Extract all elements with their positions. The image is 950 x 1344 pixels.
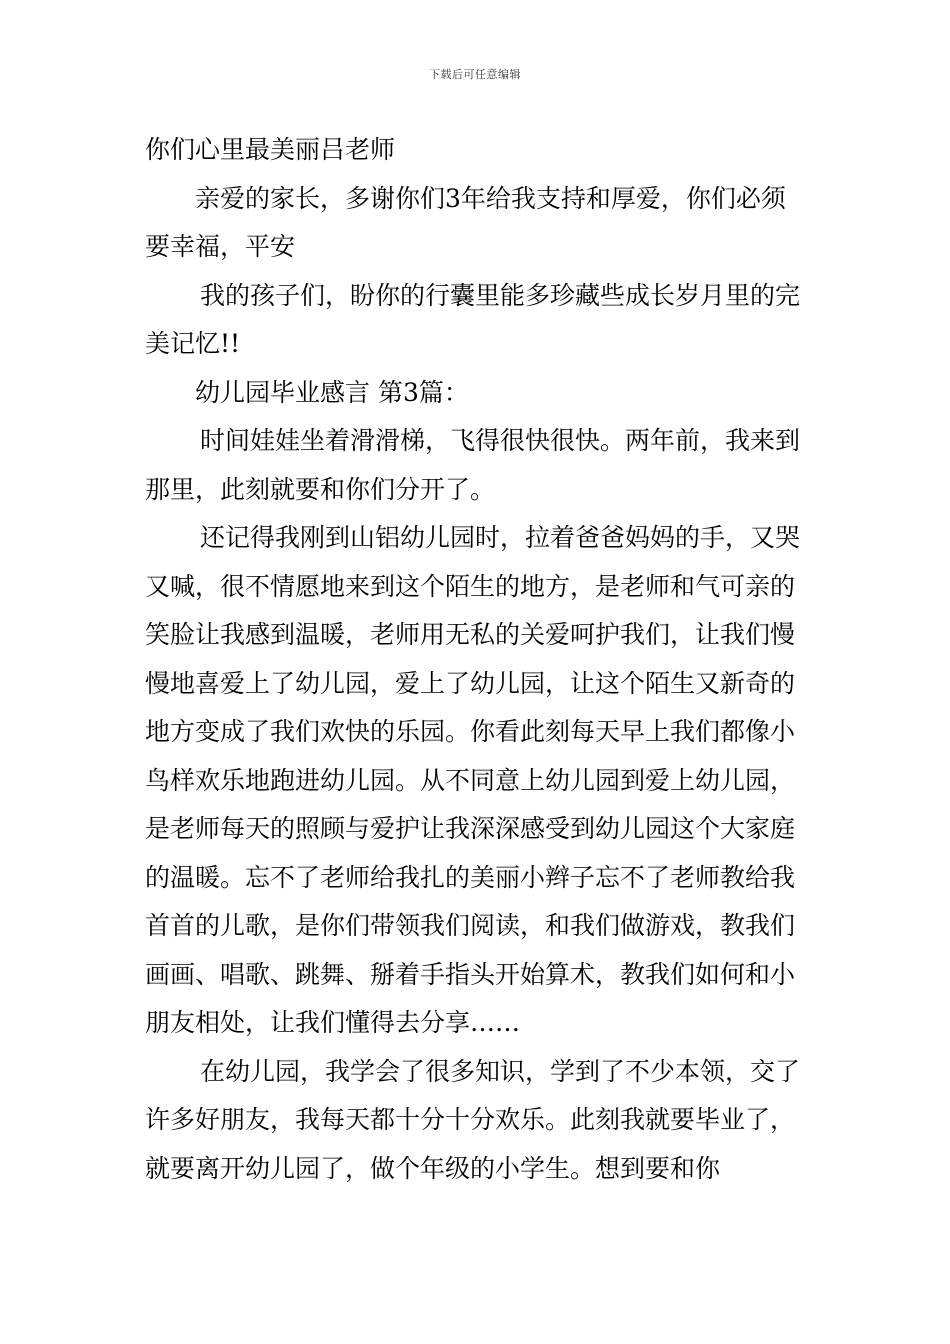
header-note: 下载后可任意编辑: [429, 68, 521, 81]
paragraph-learning: 在幼儿园，我学会了很多知识，学到了不少本领，交了许多好朋友，我每天都十分十分欢乐。此刻我就要毕业了，就要离开幼儿园了，做个年级的小学生。想到要和你: [145, 1056, 801, 1183]
paragraph-time-passes: 时间娃娃坐着滑滑梯，飞得很快很快。两年前，我来到那里，此刻就要和你们分开了。: [145, 426, 801, 504]
paragraph-memories: 还记得我刚到山铝幼儿园时，拉着爸爸妈妈的手，又哭又喊，很不情愿地来到这个陌生的地方，是老师和气可亲的笑脸让我感到温暖，老师用无私的关爱呵护我们，让我们慢慢地喜爱上了幼儿园，爱上了幼儿园，让这个陌生又新奇的地方变成了我们欢快的乐园。你看此刻每天早上我们都像小鸟样欢乐地跑进幼儿园。从不同意上幼儿园到爱上幼儿园，是老师每天的照顾与爱护让我深深感受到幼儿园这个大家庭的温暖。忘不了老师给我扎的美丽小辫子忘不了老师教给我首首的儿歌，是你们带领我们阅读，和我们做游戏，教我们画画、唱歌、跳舞、掰着手指头开始算术，教我们如何和小朋友相处，让我们懂得去分享……: [145, 523, 801, 1037]
section-heading: 幼儿园毕业感言 第3篇：: [195, 377, 469, 407]
paragraph-parents-thanks: 亲爱的家长，多谢你们3年给我支持和厚爱，你们必须要幸福，平安: [145, 183, 786, 261]
document-body: [145, 126, 810, 1193]
paragraph-children-wish: 我的孩子们，盼你的行囊里能多珍藏些成长岁月里的完美记忆!!: [145, 280, 801, 358]
paragraph-closing-line: 你们心里最美丽吕老师: [145, 135, 396, 164]
